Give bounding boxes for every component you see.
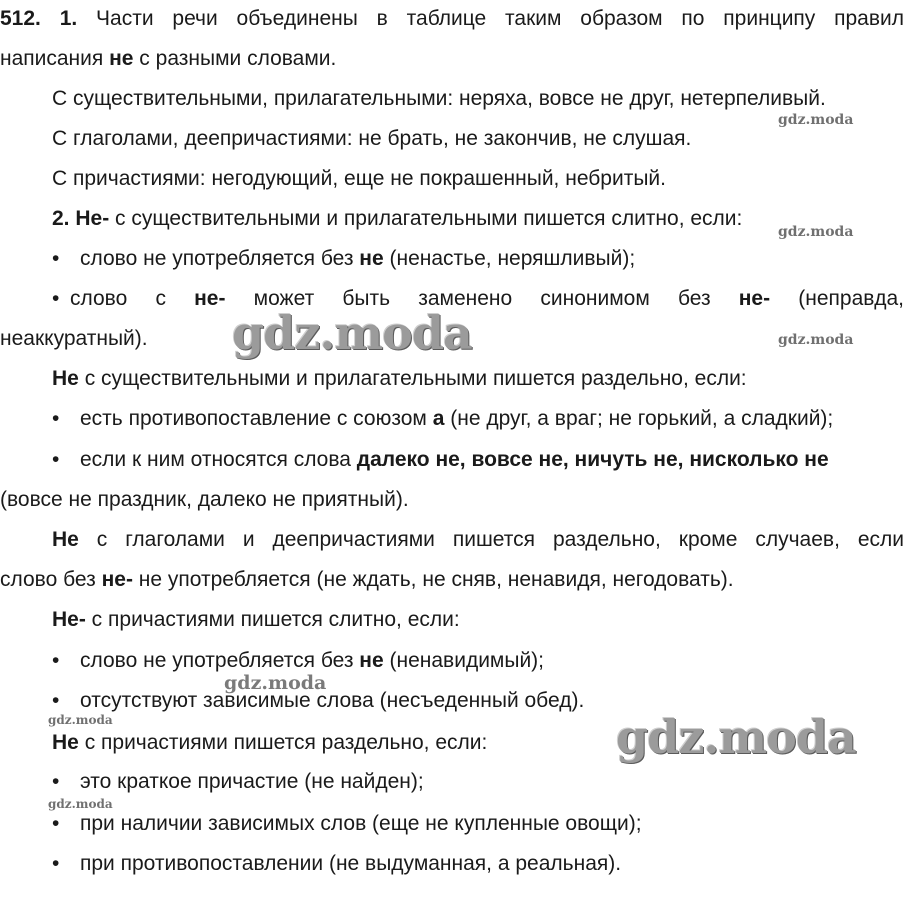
bullet-2-word: заменено — [418, 287, 513, 310]
rule-5-ne: Не — [52, 731, 79, 754]
rule-3-continuation — [0, 567, 904, 593]
group-verbs: С глаголами, деепричастиями: не брать, не закончив, не слушая. — [52, 127, 692, 150]
bullet-3-bold: а — [432, 407, 445, 430]
bullet-2-word: может — [253, 287, 315, 310]
rule-5-text: с причастиями пишется раздельно, если: — [78, 731, 488, 754]
intro-text: Части речи объединены в таблице таким образом по принципу правил — [96, 7, 904, 30]
rule-1-text: с существительными и прилагательными пишется слитно, если: — [109, 207, 743, 230]
rule-3-text-a: слово без — [0, 568, 102, 591]
bullet-2 — [52, 286, 904, 312]
bullet-7 — [52, 769, 904, 795]
rule-2-ne: Не — [52, 367, 79, 390]
watermark-small: gdz.moda — [778, 112, 854, 128]
bullet-dot: • — [52, 407, 60, 430]
bullet-3-text-a: есть противопоставление с союзом — [80, 407, 433, 430]
subtask-number-2: 2. — [52, 207, 70, 230]
rule-3-word: случаев, — [755, 528, 840, 551]
intro-line-2 — [0, 46, 904, 72]
bullet-7-text: это краткое причастие (не найден); — [80, 770, 424, 793]
bullet-4 — [52, 447, 904, 473]
rule-3-word: с — [96, 528, 108, 551]
bullet-2-bold: не- — [738, 287, 771, 310]
rule-3-word: раздельно, — [552, 528, 661, 551]
bullet-1-text-c: (ненастье, неряшливый); — [383, 247, 636, 270]
watermark-small: gdz.moda — [778, 224, 854, 240]
watermark-medium: gdz.moda — [224, 672, 327, 694]
bullet-5-text-a: слово не употребляется без — [80, 649, 360, 672]
bullet-2-word: с — [155, 287, 166, 310]
bullet-8 — [52, 811, 904, 837]
bullet-dot: • — [52, 689, 60, 712]
bullet-5 — [52, 648, 904, 674]
watermark-small: gdz.moda — [48, 797, 113, 811]
rule-3-word: пишется — [452, 528, 536, 551]
bullet-1-text-a: слово не употребляется без — [80, 247, 360, 270]
bullet-9 — [52, 851, 904, 877]
bullet-2-word: без — [677, 287, 711, 310]
bullet-2-bold: не- — [194, 287, 226, 310]
bullet-dot: • — [52, 287, 60, 310]
rule-3 — [52, 527, 904, 553]
bullet-6-text: отсутствуют зависимые слова (несъеденный обед). — [80, 689, 585, 712]
rule-4 — [52, 607, 904, 633]
rule-4-text: с причастиями пишется слитно, если: — [85, 608, 460, 631]
bullet-dot: • — [52, 649, 60, 672]
task-number: 512. — [0, 7, 41, 30]
rule-2-text: с существительными и прилагательными пишется раздельно, если: — [78, 367, 747, 390]
bullet-4-continuation: (вовсе не праздник, далеко не приятный). — [0, 488, 409, 511]
bullet-dot: • — [52, 770, 60, 793]
bullet-4-text-a: если к ним относятся слова — [80, 448, 357, 471]
bullet-dot: • — [52, 247, 60, 270]
rule-2 — [52, 366, 904, 392]
bullet-dot: • — [52, 852, 60, 875]
bullet-5-text-c: (ненавидимый); — [383, 649, 545, 672]
bullet-3-text-c: (не друг, а враг; не горький, а сладкий); — [444, 407, 834, 430]
intro-bold-ne: не — [109, 47, 134, 70]
rule-3-bold: не- — [101, 568, 133, 591]
bullet-8-text: при наличии зависимых слов (еще не купленные овощи); — [80, 812, 642, 835]
watermark-large: gdz.moda — [232, 306, 472, 360]
bullet-dot: • — [52, 448, 60, 471]
rule-3-word: глаголами — [125, 528, 225, 551]
rule-3-word: если — [857, 528, 905, 551]
rule-3-text-c: не употребляется (не ждать, не сняв, ненавидя, негодовать). — [132, 568, 734, 591]
rule-3-word: деепричастиями — [272, 528, 435, 551]
group-nouns-adjectives: С существительными, прилагательными: неряха, вовсе не друг, нетерпеливый. — [52, 87, 826, 110]
rule-4-ne: Не- — [52, 608, 86, 631]
rule-1 — [52, 206, 904, 232]
bullet-1-bold: не — [359, 247, 384, 270]
bullet-dot: • — [52, 812, 60, 835]
subtask-number-1: 1. — [59, 7, 78, 30]
bullet-1 — [52, 246, 904, 272]
bullet-2-continuation: неаккуратный). — [0, 327, 148, 350]
bullet-2-word: слово — [70, 287, 128, 310]
bullet-2-word: быть — [342, 287, 391, 310]
group-participles: С причастиями: негодующий, еще не покрашенный, небритый. — [52, 167, 666, 190]
rule-3-ne: Не — [52, 528, 79, 551]
watermark-large: gdz.moda — [616, 710, 856, 764]
intro-text-2c: с разными словами. — [133, 47, 337, 70]
rule-3-word: кроме — [678, 528, 738, 551]
bullet-2-word: (неправда, — [798, 287, 904, 310]
rule-1-ne: Не- — [75, 207, 110, 230]
bullet-9-text: при противопоставлении (не выдуманная, а реальная). — [80, 852, 622, 875]
bullet-3 — [52, 406, 904, 432]
watermark-small: gdz.moda — [48, 713, 113, 727]
bullet-4-bold: далеко не, вовсе не, ничуть не, нисколько не — [356, 448, 829, 471]
intro-line-1 — [0, 6, 904, 32]
bullet-5-bold: не — [359, 649, 384, 672]
watermark-small: gdz.moda — [778, 332, 854, 348]
rule-3-word: и — [242, 528, 255, 551]
bullet-2-word: синонимом — [540, 287, 650, 310]
intro-text-2a: написания — [0, 47, 110, 70]
